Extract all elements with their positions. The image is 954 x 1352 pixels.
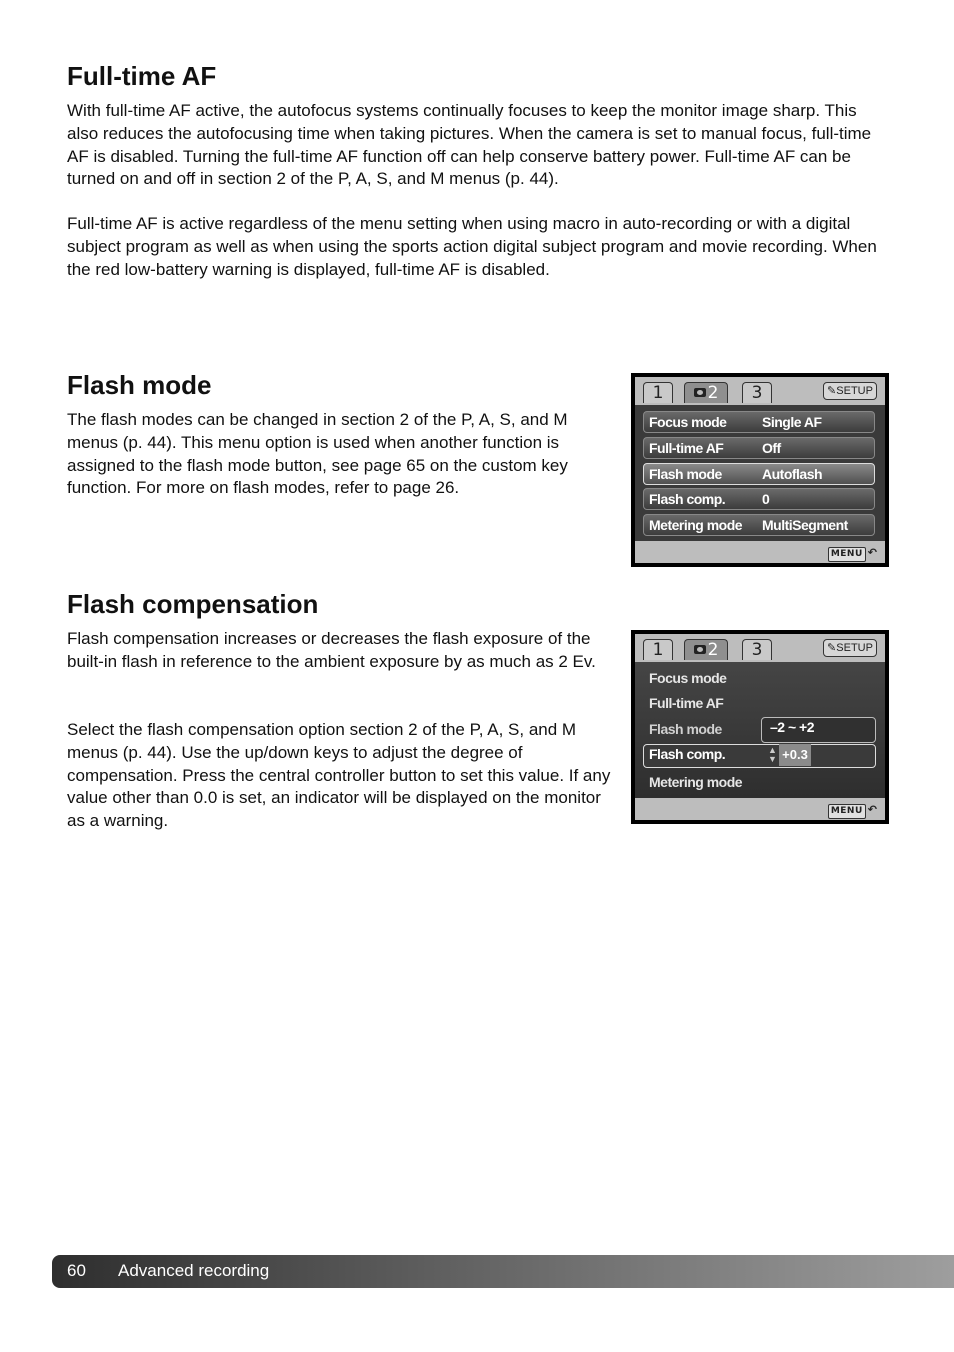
tab-1: 1 [643, 382, 673, 403]
menu-row [643, 411, 875, 433]
camera-icon [694, 645, 706, 654]
lcd-screen [635, 377, 885, 563]
menu-row [643, 514, 875, 536]
lcd-footer [635, 798, 885, 820]
section-title-fulltime-af: Full-time AF [67, 61, 217, 91]
menu-item-selected: Flash comp. [649, 746, 726, 762]
menu-row-label: Metering mode [649, 517, 743, 533]
section-title-flash-mode: Flash mode [67, 370, 212, 400]
setup-label: SETUP [836, 642, 873, 654]
menu-label: MENU [828, 547, 866, 562]
menu-item: Focus mode [649, 670, 727, 686]
menu-row-selected [643, 463, 875, 485]
menu-row-label: Flash comp. [649, 491, 726, 507]
page-number: 60 [67, 1261, 86, 1280]
menu-row-value: Autoflash [762, 466, 823, 482]
compensation-value: +0.3 [779, 744, 811, 766]
menu-item: Full-time AF [649, 695, 724, 711]
paragraph: Flash compensation increases or decreases the flash exposure of the built-in flash in reference to the ambient exposure by as much as 2 Ev. [67, 629, 596, 671]
paragraph: The flash modes can be changed in section 2 of the P, A, S, and M menus (p. 44). This menu option is used when another function is assigned to the flash mode button, see page 65 on the custom key function. For more on flash modes, refer to page 26. [67, 410, 568, 498]
chapter-title: Advanced recording [118, 1261, 270, 1280]
menu-item: Flash mode [649, 721, 722, 737]
menu-row-label: Full-time AF [649, 440, 724, 456]
menu-row-label: Focus mode [649, 414, 727, 430]
menu-row-value: Off [762, 440, 781, 456]
menu-row [643, 488, 875, 510]
tab-2 [684, 382, 728, 403]
setup-label: SETUP [836, 385, 873, 397]
tab-1: 1 [643, 639, 673, 660]
menu-item: Metering mode [649, 774, 743, 790]
lcd-footer [635, 541, 885, 563]
section-title-flash-compensation: Flash compensation [67, 589, 319, 619]
tab-2-label: 2 [707, 383, 719, 403]
menu-row [643, 437, 875, 459]
up-down-arrows-icon: ▲ ▼ [768, 745, 777, 764]
menu-row-value: 0 [762, 491, 770, 507]
menu-row-label: Flash mode [649, 466, 722, 482]
return-icon: ↶ [867, 803, 877, 816]
menu-row-value: Single AF [762, 414, 822, 430]
tab-3: 3 [742, 382, 772, 403]
camera-menu-screenshot [631, 373, 889, 567]
paragraph: With full-time AF active, the autofocus systems continually focuses to keep the monitor image sharp. This also reduces the autofocusing time when taking pictures. When the camera is set to manual focus, full-time AF is disabled. Turning the full-time AF function off can help conserve battery power. Full-time AF can be turned on and off in section 2 of the P, A, S, and M menus (p. 44). [67, 101, 872, 189]
tab-2-label: 2 [707, 640, 719, 660]
return-icon: ↶ [867, 546, 877, 559]
menu-label: MENU [828, 804, 866, 819]
paragraph: Full-time AF is active regardless of the menu setting when using macro in auto-recording or with a digital subject program as well as when using the sports action digital subject program and movie recording. When the red low-battery warning is displayed, full-time AF is disabled. [67, 214, 877, 279]
setup-tab: ✎SETUP [823, 382, 877, 400]
range-label: –2 ~ +2 [770, 719, 814, 735]
setup-tab: ✎SETUP [823, 639, 877, 657]
menu-return-hint [828, 803, 877, 816]
camera-icon [694, 388, 706, 397]
paragraph: Select the flash compensation option section 2 of the P, A, S, and M menus (p. 44). Use the up/down keys to adjust the degree of compensation. Press the central controller button to set this value. If any value other than 0.0 is set, an indicator will be displayed on the monitor as a warning. [67, 720, 611, 831]
menu-row-value: MultiSegment [762, 517, 848, 533]
menu-tab-bar [635, 634, 885, 662]
menu-return-hint [828, 546, 877, 559]
menu-tab-bar [635, 377, 885, 405]
menu-list [635, 405, 885, 541]
tab-2 [684, 639, 728, 660]
lcd-screen [635, 634, 885, 820]
camera-menu-screenshot [631, 630, 889, 824]
tab-3: 3 [742, 639, 772, 660]
menu-list [635, 662, 885, 798]
